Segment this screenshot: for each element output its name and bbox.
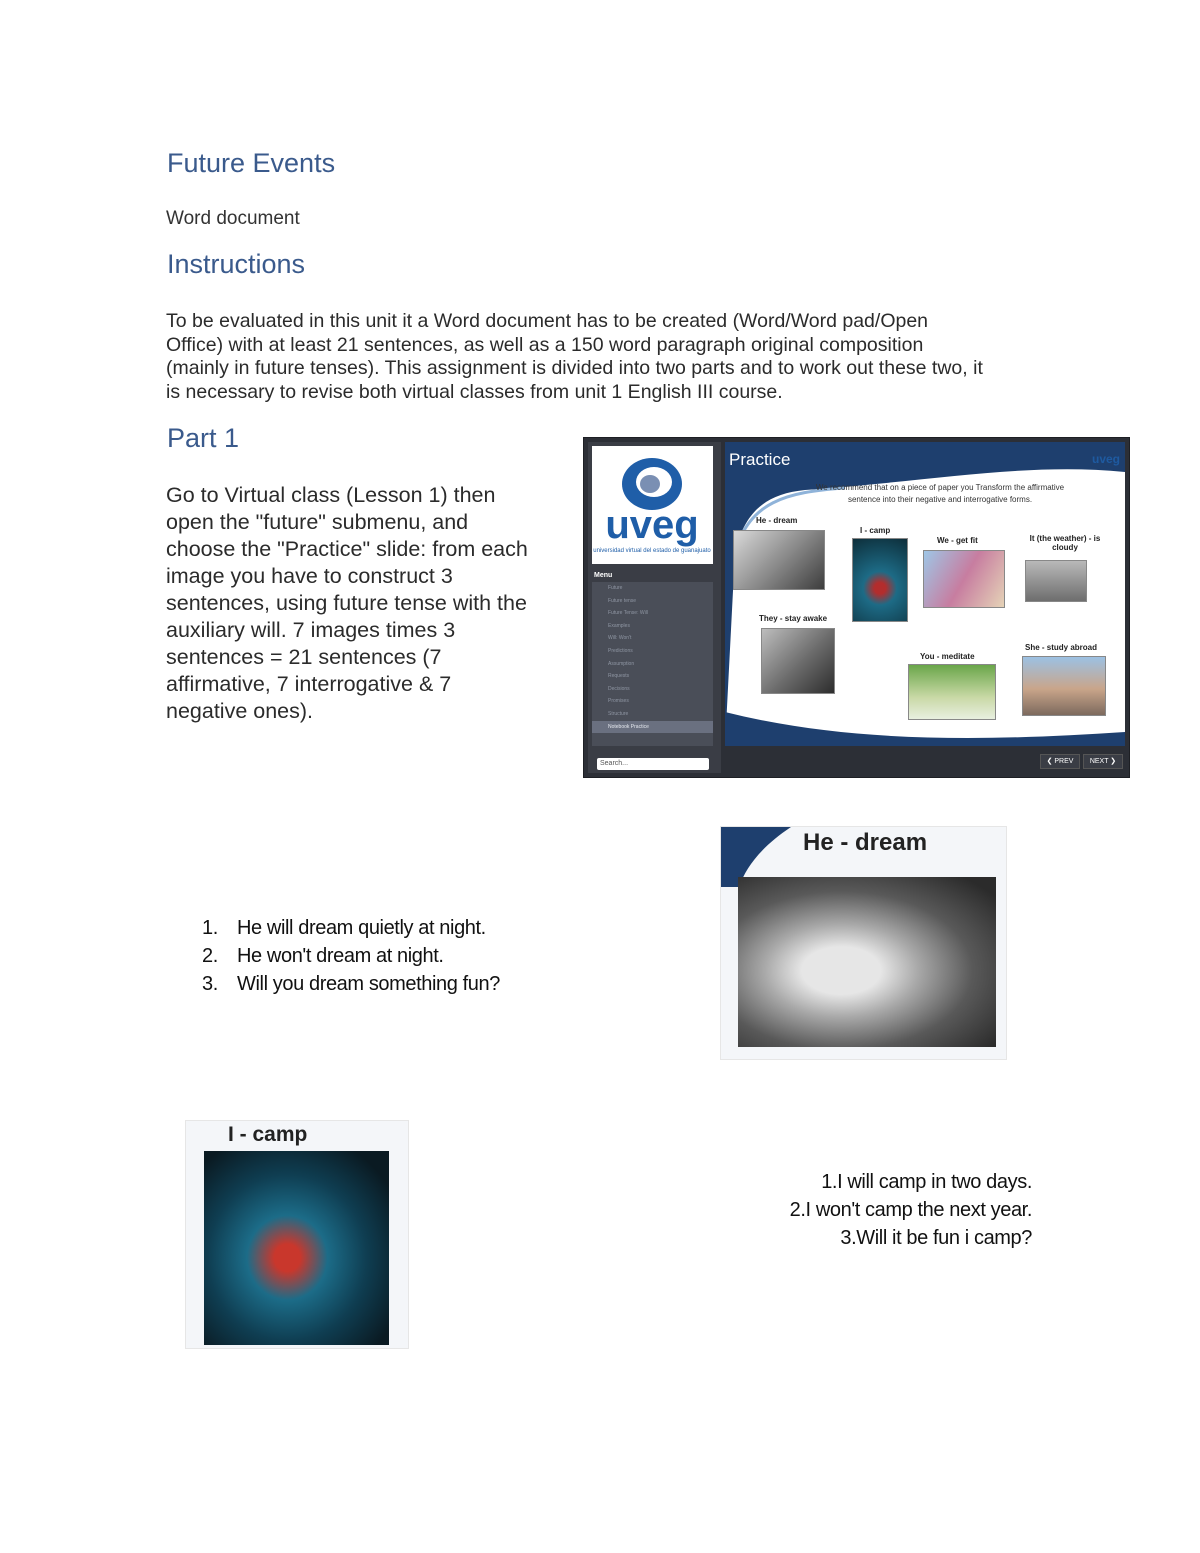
document-subtitle: Word document [166,208,300,229]
prev-button[interactable]: ❮ PREV [1040,754,1080,769]
instructions-line: To be evaluated in this unit it a Word document has to be created (Word/Word pad/Open [166,310,929,332]
slide-photo-dream [733,530,825,590]
uveg-logo-icon [592,446,713,564]
part1-line: open the "future" submenu, and [166,510,469,534]
lms-screenshot [583,437,1130,778]
lms-menu-item[interactable]: Requests [608,673,630,680]
uveg-logo-subtext: universidad virtual del estado de guanajuato [593,548,711,554]
instructions-line: (mainly in future tenses). This assignment is divided into two parts and to work out these two, it [166,357,983,379]
list-item: 3. Will you dream something fun? [202,973,500,995]
slide-caption: They - stay awake [759,614,828,623]
slide-photo-meditate [908,664,996,720]
slide-caption: I - camp [860,526,891,535]
lms-sidebar [588,442,721,773]
lms-menu-item[interactable]: Will: Won't [608,635,632,642]
list-item: 3.Will it be fun i camp? [840,1227,1032,1249]
lms-menu-item[interactable]: Future [608,585,623,591]
part1-line: image you have to construct 3 [166,564,453,588]
uveg-logo-text: uveg [605,503,699,547]
list-item: 2. He won't dream at night. [202,945,444,967]
lms-menu-item[interactable]: Promises [608,698,629,705]
sleeping-baby-photo [738,877,996,1047]
slide-photo-getfit [923,550,1005,608]
slide-caption: It (the weather) - is cloudy [1029,534,1101,552]
lms-menu-item[interactable]: Future tense [608,597,637,604]
slide-caption: We - get fit [937,536,978,545]
part1-line: affirmative, 7 interrogative & 7 [166,672,452,696]
camp-image [185,1120,409,1349]
lms-menu-item[interactable]: Assumption [608,660,635,667]
instructions-heading: Instructions [167,249,306,279]
part1-line: Go to Virtual class (Lesson 1) then [166,483,496,507]
part1-paragraph [166,482,576,725]
lms-menu [592,582,713,746]
dream-sentence-list [202,914,500,998]
instructions-line: is necessary to revise both virtual classes from unit 1 English III course. [166,380,783,403]
lms-menu-title: Menu [594,572,613,579]
slide-title: Practice [729,450,791,469]
slide-photo-studyabroad [1022,656,1106,716]
slide-logo: uveg [1091,452,1120,466]
lms-menu-item[interactable]: Structure [608,710,629,717]
slide-note: We recommend that on a piece of paper you Transform the affirmative sentence into their negative and interrogative forms. [815,483,1065,504]
part1-line: choose the "Practice" slide: from each [166,537,528,561]
lms-search-input[interactable]: Search... [597,758,709,770]
camp-image-caption: I - camp [228,1123,308,1146]
slide-photo-camp [852,538,908,622]
list-item: 2.I won't camp the next year. [789,1199,1032,1221]
slide-caption: He - dream [756,516,798,525]
lms-menu-item[interactable]: Predictions [608,647,633,654]
lms-slide [725,442,1125,746]
slide-photo-cloudy [1025,560,1087,602]
part1-line: negative ones). [166,699,314,723]
camp-sentence-list [770,1168,1032,1252]
lms-menu-item[interactable]: Future Tense: Will [608,610,648,617]
slide-photo-stayawake [761,628,835,694]
part1-line: sentences, using future tense with the [166,591,527,615]
list-item: 1. He will dream quietly at night. [202,917,486,939]
instructions-line: Office) with at least 21 sentences, as well as a 150 word paragraph original composition [166,333,924,356]
list-item: 1.I will camp in two days. [821,1171,1032,1193]
dream-image-caption: He - dream [803,829,928,856]
uveg-logo [592,446,713,564]
part1-heading: Part 1 [167,423,240,453]
lms-menu-item[interactable]: Examples [608,622,630,629]
lms-menu-item-active[interactable]: Notebook Practice [592,721,713,734]
next-button[interactable]: NEXT ❯ [1083,754,1123,769]
slide-caption: She - study abroad [1025,643,1098,652]
lms-menu-item[interactable]: Decisions [608,685,630,692]
dream-image [720,826,1007,1060]
part1-line: sentences = 21 sentences (7 [166,645,442,669]
instructions-paragraph [166,310,1046,404]
camping-tent-photo [204,1151,389,1345]
document-title: Future Events [167,148,336,178]
part1-line: auxiliary will. 7 images times 3 [166,618,456,642]
slide-caption: You - meditate [920,652,975,661]
